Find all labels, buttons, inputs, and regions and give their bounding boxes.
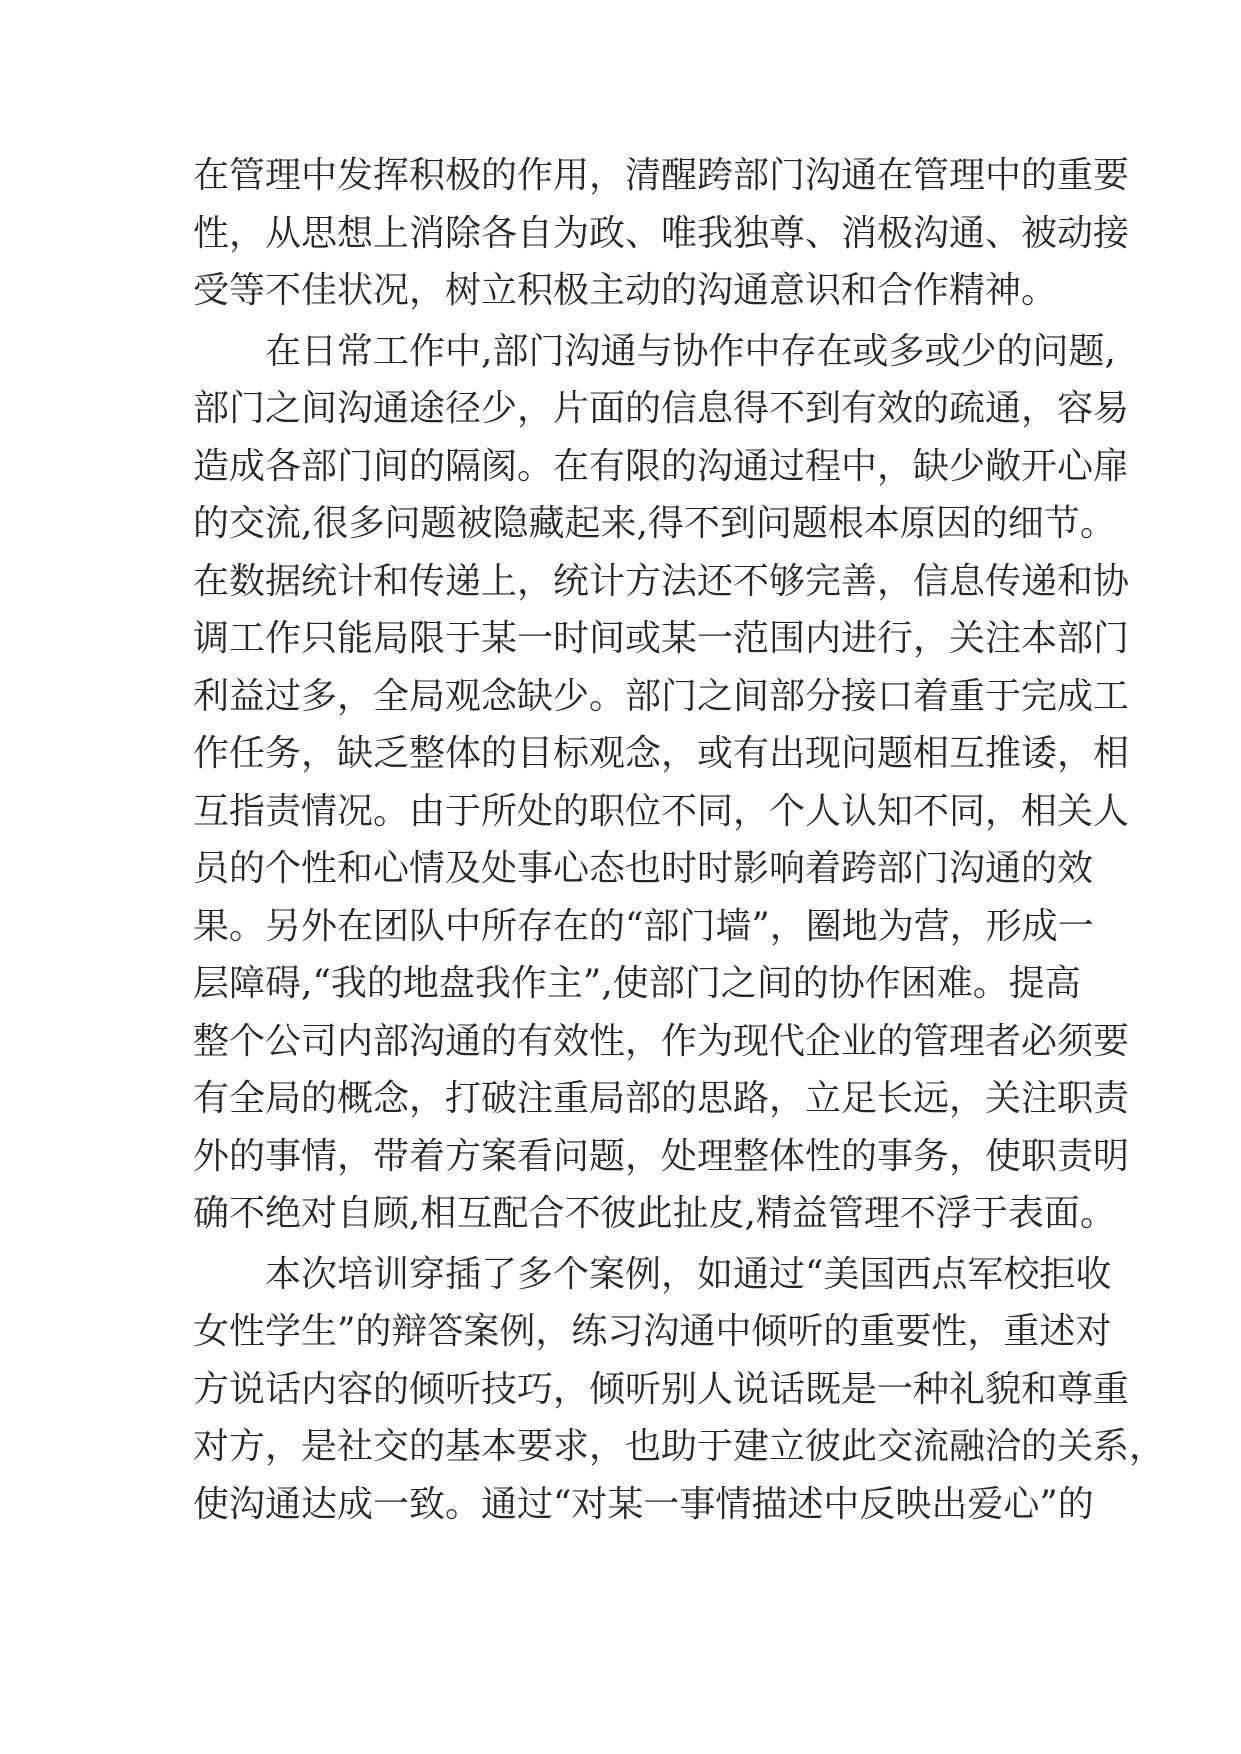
- text-line: 外的事情，带着方案看问题，处理整体性的事务，使职责明: [193, 1135, 1130, 1177]
- text-line: 利益过多，全局观念缺少。部门之间部分接口着重于完成工: [193, 675, 1130, 717]
- text-line: 部门之间沟通途径少，片面的信息得不到有效的疏通，容易: [193, 388, 1130, 429]
- text-line: 的交流,很多问题被隐藏起来,得不到问题根本原因的细节。: [193, 503, 1116, 544]
- text-line: 有全局的概念，打破注重局部的思路，立足长远，关注职责: [193, 1078, 1130, 1119]
- text-line: 调工作只能局限于某一时间或某一范围内进行，关注本部门: [193, 618, 1130, 659]
- text-line: 在数据统计和传递上，统计方法还不够完善，信息传递和协: [193, 560, 1130, 602]
- text-line: 方说话内容的倾听技巧，倾听别人说话既是一种礼貌和尊重: [193, 1368, 1130, 1410]
- text-line: 使沟通达成一致。通过“对某一事情描述中反映出爱心”的: [193, 1483, 1094, 1525]
- document-body: [193, 147, 1166, 1533]
- paragraph-first-line: 本次培训穿插了多个案例，如通过“美国西点军校拒收: [265, 1253, 1112, 1295]
- text-line: 造成各部门间的隔阂。在有限的沟通过程中，缺少敞开心扉: [193, 445, 1130, 487]
- text-line: 在管理中发挥积极的作用，清醒跨部门沟通在管理中的重要: [193, 155, 1130, 196]
- text-line: 受等不佳状况，树立积极主动的沟通意识和合作精神。: [193, 270, 1058, 311]
- text-line: 整个公司内部沟通的有效性，作为现代企业的管理者必须要: [193, 1020, 1130, 1062]
- text-line: 作任务，缺乏整体的目标观念，或有出现问题相互推诿，相: [193, 733, 1130, 774]
- text-line: 性，从思想上消除各自为政、唯我独尊、消极沟通、被动接: [193, 212, 1130, 254]
- text-line: 对方，是社交的基本要求，也助于建立彼此交流融洽的关系，: [193, 1426, 1166, 1467]
- text-line: 女性学生”的辩答案例，练习沟通中倾听的重要性，重述对: [193, 1311, 1112, 1352]
- text-line: 层障碍,“我的地盘我作主”,使部门之间的协作困难。提高: [193, 963, 1081, 1004]
- text-line: 果。另外在团队中所存在的“部门墙”，圈地为营，形成一: [193, 905, 1094, 947]
- text-line: 互指责情况。由于所处的职位不同，个人认知不同，相关人: [193, 790, 1130, 832]
- text-line: 员的个性和心情及处事心态也时时影响着跨部门沟通的效: [193, 848, 1094, 889]
- text-line: 确不绝对自顾,相互配合不彼此扯皮,精益管理不浮于表面。: [193, 1193, 1116, 1234]
- paragraph-first-line: 在日常工作中,部门沟通与协作中存在或多或少的问题,: [265, 330, 1116, 372]
